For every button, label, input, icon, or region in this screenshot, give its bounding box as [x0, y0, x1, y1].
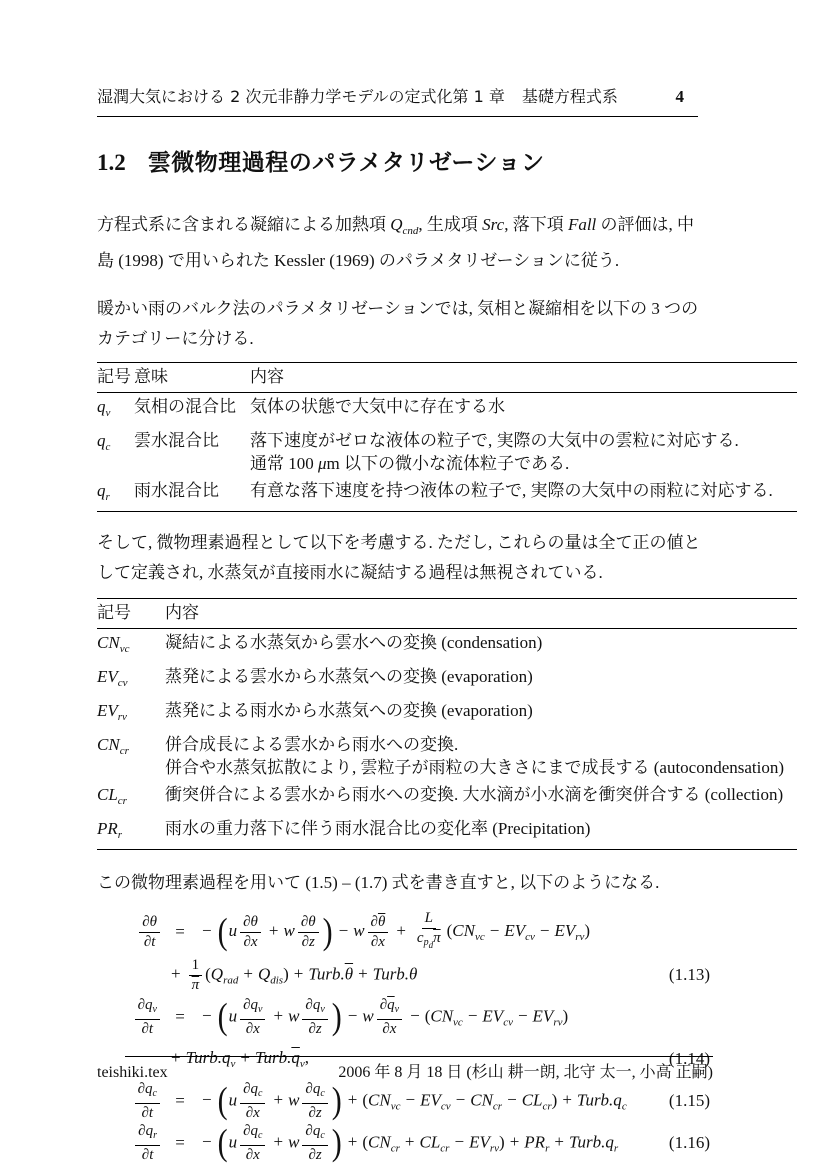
equation-line: + $\frac{1}{\pi}$ $(Q_{rad} + Q_{dis})$ + $Turb.\overline{\theta}$ + Turb.θ (1.13) [171, 956, 710, 993]
equation-line: $\frac{\partial q_v}{\partial t}$ = − (u $\frac{\partial q_v}{\partial x}$ + w $\frac{\partial q_v}{\partial z}$ ) − w $\frac{\partial\overline{q}_v}{\partial x}$ − $(CN_{vc} - EV_{cv} - EV_{rv})$ [97, 996, 710, 1038]
paragraph-rewrite [97, 868, 710, 898]
table-row [97, 629, 797, 663]
table-row [97, 697, 797, 731]
equation-number: (1.13) [668, 965, 710, 984]
table-row [97, 663, 797, 697]
paragraph-intro [97, 210, 710, 276]
table-cell: $CN_{vc}$ [97, 633, 130, 655]
table-cell: 雲水混合比 [134, 431, 219, 450]
footer-date-authors: 2006 年 8 月 18 日 (杉山 耕一朗, 北守 太一, 小高 正嗣) [338, 1064, 713, 1081]
mixing-ratio-table [97, 362, 797, 512]
table-header-row [97, 599, 797, 629]
equation-number: (1.14) [668, 1049, 710, 1068]
equation-line: $\frac{\partial q_r}{\partial t}$ = − (u $\frac{\partial q_c}{\partial x}$ + w $\frac{\partial q_c}{\partial z}$ ) + $(CN_{cr} + CL_{cr} - EV_{rv}) + PR_r$ + $Turb.q_r$ (1.16) [97, 1122, 710, 1164]
table-header-row [97, 363, 797, 393]
equation-number: (1.15) [668, 1091, 710, 1110]
footer-filename: teishiki.tex [97, 1064, 168, 1081]
table-cell: 併合成長による雲水から雨水への変換. 併合や水蒸気拡散により, 雲粒子が雨粒の大きさにまで成長する (autocondensation) [165, 735, 785, 777]
header-chapter-title: 基礎方程式系 [521, 87, 618, 106]
table-row [97, 477, 797, 511]
text-line: 島 (1998) で用いられた Kessler (1969) のパラメタリゼーションに従う. [97, 251, 620, 270]
text-line: 方程式系に含まれる凝縮による加熱項 $Q_{cnd}$, 生成項 Src, 落下項 Fall の評価は, 中 [97, 215, 695, 237]
equation-line: + $Turb.q_v$ + $Turb.\overline{q}_v$, (1.14) [171, 1048, 710, 1070]
table-row [97, 731, 797, 781]
section-title: 雲微物理過程のパラメタリゼーション [147, 150, 545, 176]
column-header: 内容 [165, 603, 199, 622]
column-header: 記号 [97, 603, 131, 622]
microphysics-process-table [97, 598, 797, 850]
equation-block [97, 910, 710, 1164]
column-header: 内容 [250, 367, 284, 386]
footer-rule [125, 1056, 713, 1057]
table-cell: $CL_{cr}$ [97, 785, 127, 807]
table-cell: $q_r$ [97, 481, 110, 503]
table-cell: 落下速度がゼロな液体の粒子で, 実際の大気中の雲粒に対応する. 通常 100 μm 以下の微小な流体粒子である. [250, 431, 739, 473]
column-header: 意味 [134, 367, 168, 386]
table-cell: $q_c$ [97, 431, 111, 453]
table-cell: 雨水混合比 [134, 481, 219, 500]
section-number: 1.2 [97, 150, 126, 175]
text-line: カテゴリーに分ける. [97, 329, 254, 348]
table-cell: 気体の状態で大気中に存在する水 [250, 397, 505, 416]
page-footer [97, 1056, 713, 1084]
table-cell: 蒸発による雲水から水蒸気への変換 (evaporation) [165, 667, 533, 686]
header-title: 湿潤大気における 2 次元非静力学モデルの定式化第 1 章 [97, 87, 505, 106]
table-row [97, 815, 797, 849]
table-cell: 蒸発による雨水から水蒸気への変換 (evaporation) [165, 701, 533, 720]
table-cell: $EV_{cv}$ [97, 667, 128, 689]
text-line: そして, 微物理素過程として以下を考慮する. ただし, これらの量は全て正の値と [97, 533, 701, 552]
text-line: して定義され, 水蒸気が直接雨水に凝結する過程は無視されている. [97, 563, 603, 582]
equation-number: (1.16) [668, 1133, 710, 1152]
table-cell: 衝突併合による雲水から雨水への変換. 大水滴が小水滴を衝突併合する (collection) [165, 785, 784, 804]
equation-line: $\frac{\partial q_c}{\partial t}$ = − (u $\frac{\partial q_c}{\partial x}$ + w $\frac{\partial q_c}{\partial z}$ ) + $(CN_{vc} - EV_{cv} - CN_{cr} - CL_{cr})$ + $Turb.q_c$ (1.15) [97, 1080, 710, 1122]
running-header [97, 84, 698, 117]
table-row [97, 427, 797, 477]
text-line: この微物理素過程を用いて (1.5) – (1.7) 式を書き直すと, 以下のようになる. [97, 873, 660, 892]
table-cell: 凝結による水蒸気から雲水への変換 (condensation) [165, 633, 543, 652]
text-line: 暖かい雨のバルク法のパラメタリゼーションでは, 気相と凝縮相を以下の 3 つの [97, 299, 699, 318]
section-heading [97, 144, 710, 177]
page-number: 4 [675, 87, 684, 106]
table-row [97, 781, 797, 815]
table-cell: 雨水の重力落下に伴う雨水混合比の変化率 (Precipitation) [165, 819, 591, 838]
paragraph-categories [97, 294, 710, 354]
table-cell: $PR_r$ [97, 819, 123, 841]
column-header: 記号 [97, 367, 131, 386]
table-cell: 有意な落下速度を持つ液体の粒子で, 実際の大気中の雨粒に対応する. [250, 481, 773, 500]
paragraph-processes [97, 528, 710, 588]
table-cell: 気相の混合比 [134, 397, 236, 416]
table-cell: $EV_{rv}$ [97, 701, 127, 723]
equation-line: $\frac{\partial\theta}{\partial t}$ = − (u $\frac{\partial\theta}{\partial x}$ + w $\frac{\partial\theta}{\partial z}$ ) − w $\frac{\partial\overline{\theta}}{\partial x}$ + $\frac{L}{c_{pd}\overline{\pi}}$ $(CN_{vc} - EV_{cv} - EV_{rv})$ [97, 910, 710, 954]
table-cell: $CN_{cr}$ [97, 735, 129, 757]
table-row [97, 393, 797, 427]
table-cell: $q_v$ [97, 397, 111, 419]
